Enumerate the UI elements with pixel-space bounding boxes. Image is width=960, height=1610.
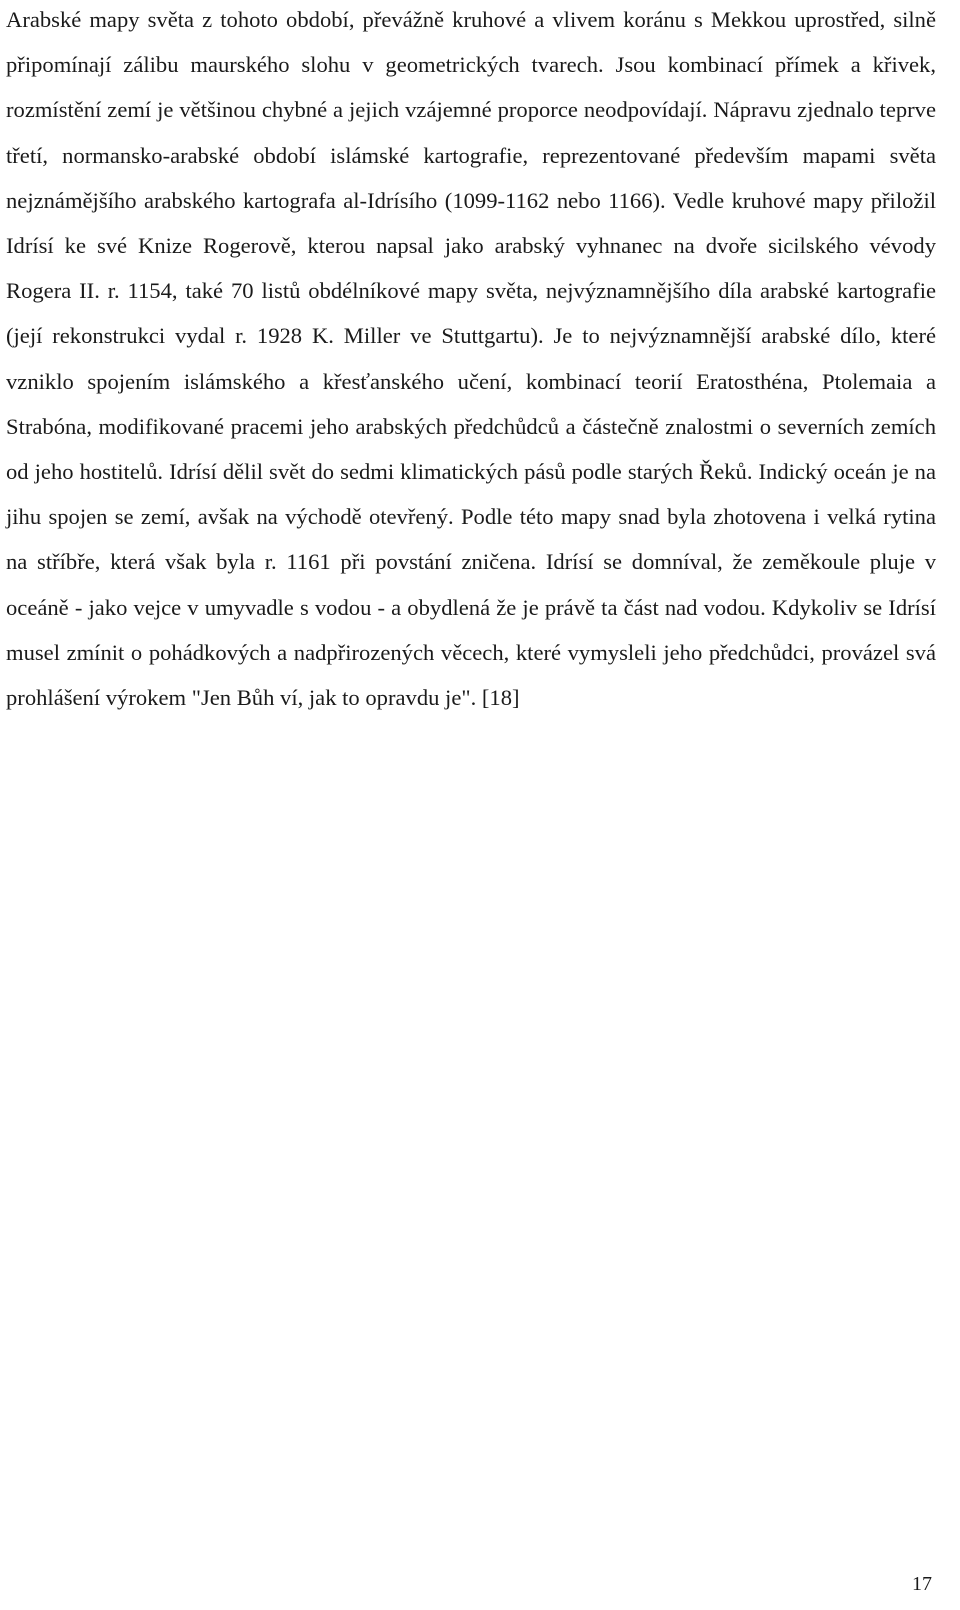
page-number: 17 — [912, 1573, 932, 1595]
body-paragraph: Arabské mapy světa z tohoto období, převážně kruhové a vlivem koránu s Mekkou uprostřed, silně připomínají zálibu maurského slohu v geometrických tvarech. Jsou kombinací přímek a křivek, rozmístění zemí je většinou chybné a jejich vzájemné proporce neodpovídají. Nápravu zjednalo teprve třetí, normansko-arabské období islámské kartografie, reprezentované především mapami světa nejznámějšího arabského kartografa al-Idrísího (1099-1162 nebo 1166). Vedle kruhové mapy přiložil Idrísí ke své Knize Rogerově, kterou napsal jako arabský vyhnanec na dvoře sicilského vévody Rogera II. r. 1154, také 70 listů obdélníkové mapy světa, nejvýznamnějšího díla arabské kartografie (její rekonstrukci vydal r. 1928 K. Miller ve Stuttgartu). Je to nejvýznamnější arabské dílo, které vzniklo spojením islámského a křesťanského učení, kombinací teorií Eratosthéna, Ptolemaia a Strabóna, modifikované pracemi jeho arabských předchůdců a částečně znalostmi o severních zemích od jeho hostitelů. Idrísí dělil svět do sedmi klimatických pásů podle starých Řeků. Indický oceán je na jihu spojen se zemí, avšak na východě otevřený. Podle této mapy snad byla zhotovena i velká rytina na stříbře, která však byla r. 1161 při povstání zničena. Idrísí se domníval, že zeměkoule pluje v oceáně - jako vejce v umyvadle s vodou - a obydlená že je právě ta část nad vodou. Kdykoliv se Idrísí musel zmínit o pohádkových a nadpřirozených věcech, které vymysleli jeho předchůdci, provázel svá prohlášení výrokem "Jen Bůh ví, jak to opravdu je". [18] — [6, 7, 936, 711]
